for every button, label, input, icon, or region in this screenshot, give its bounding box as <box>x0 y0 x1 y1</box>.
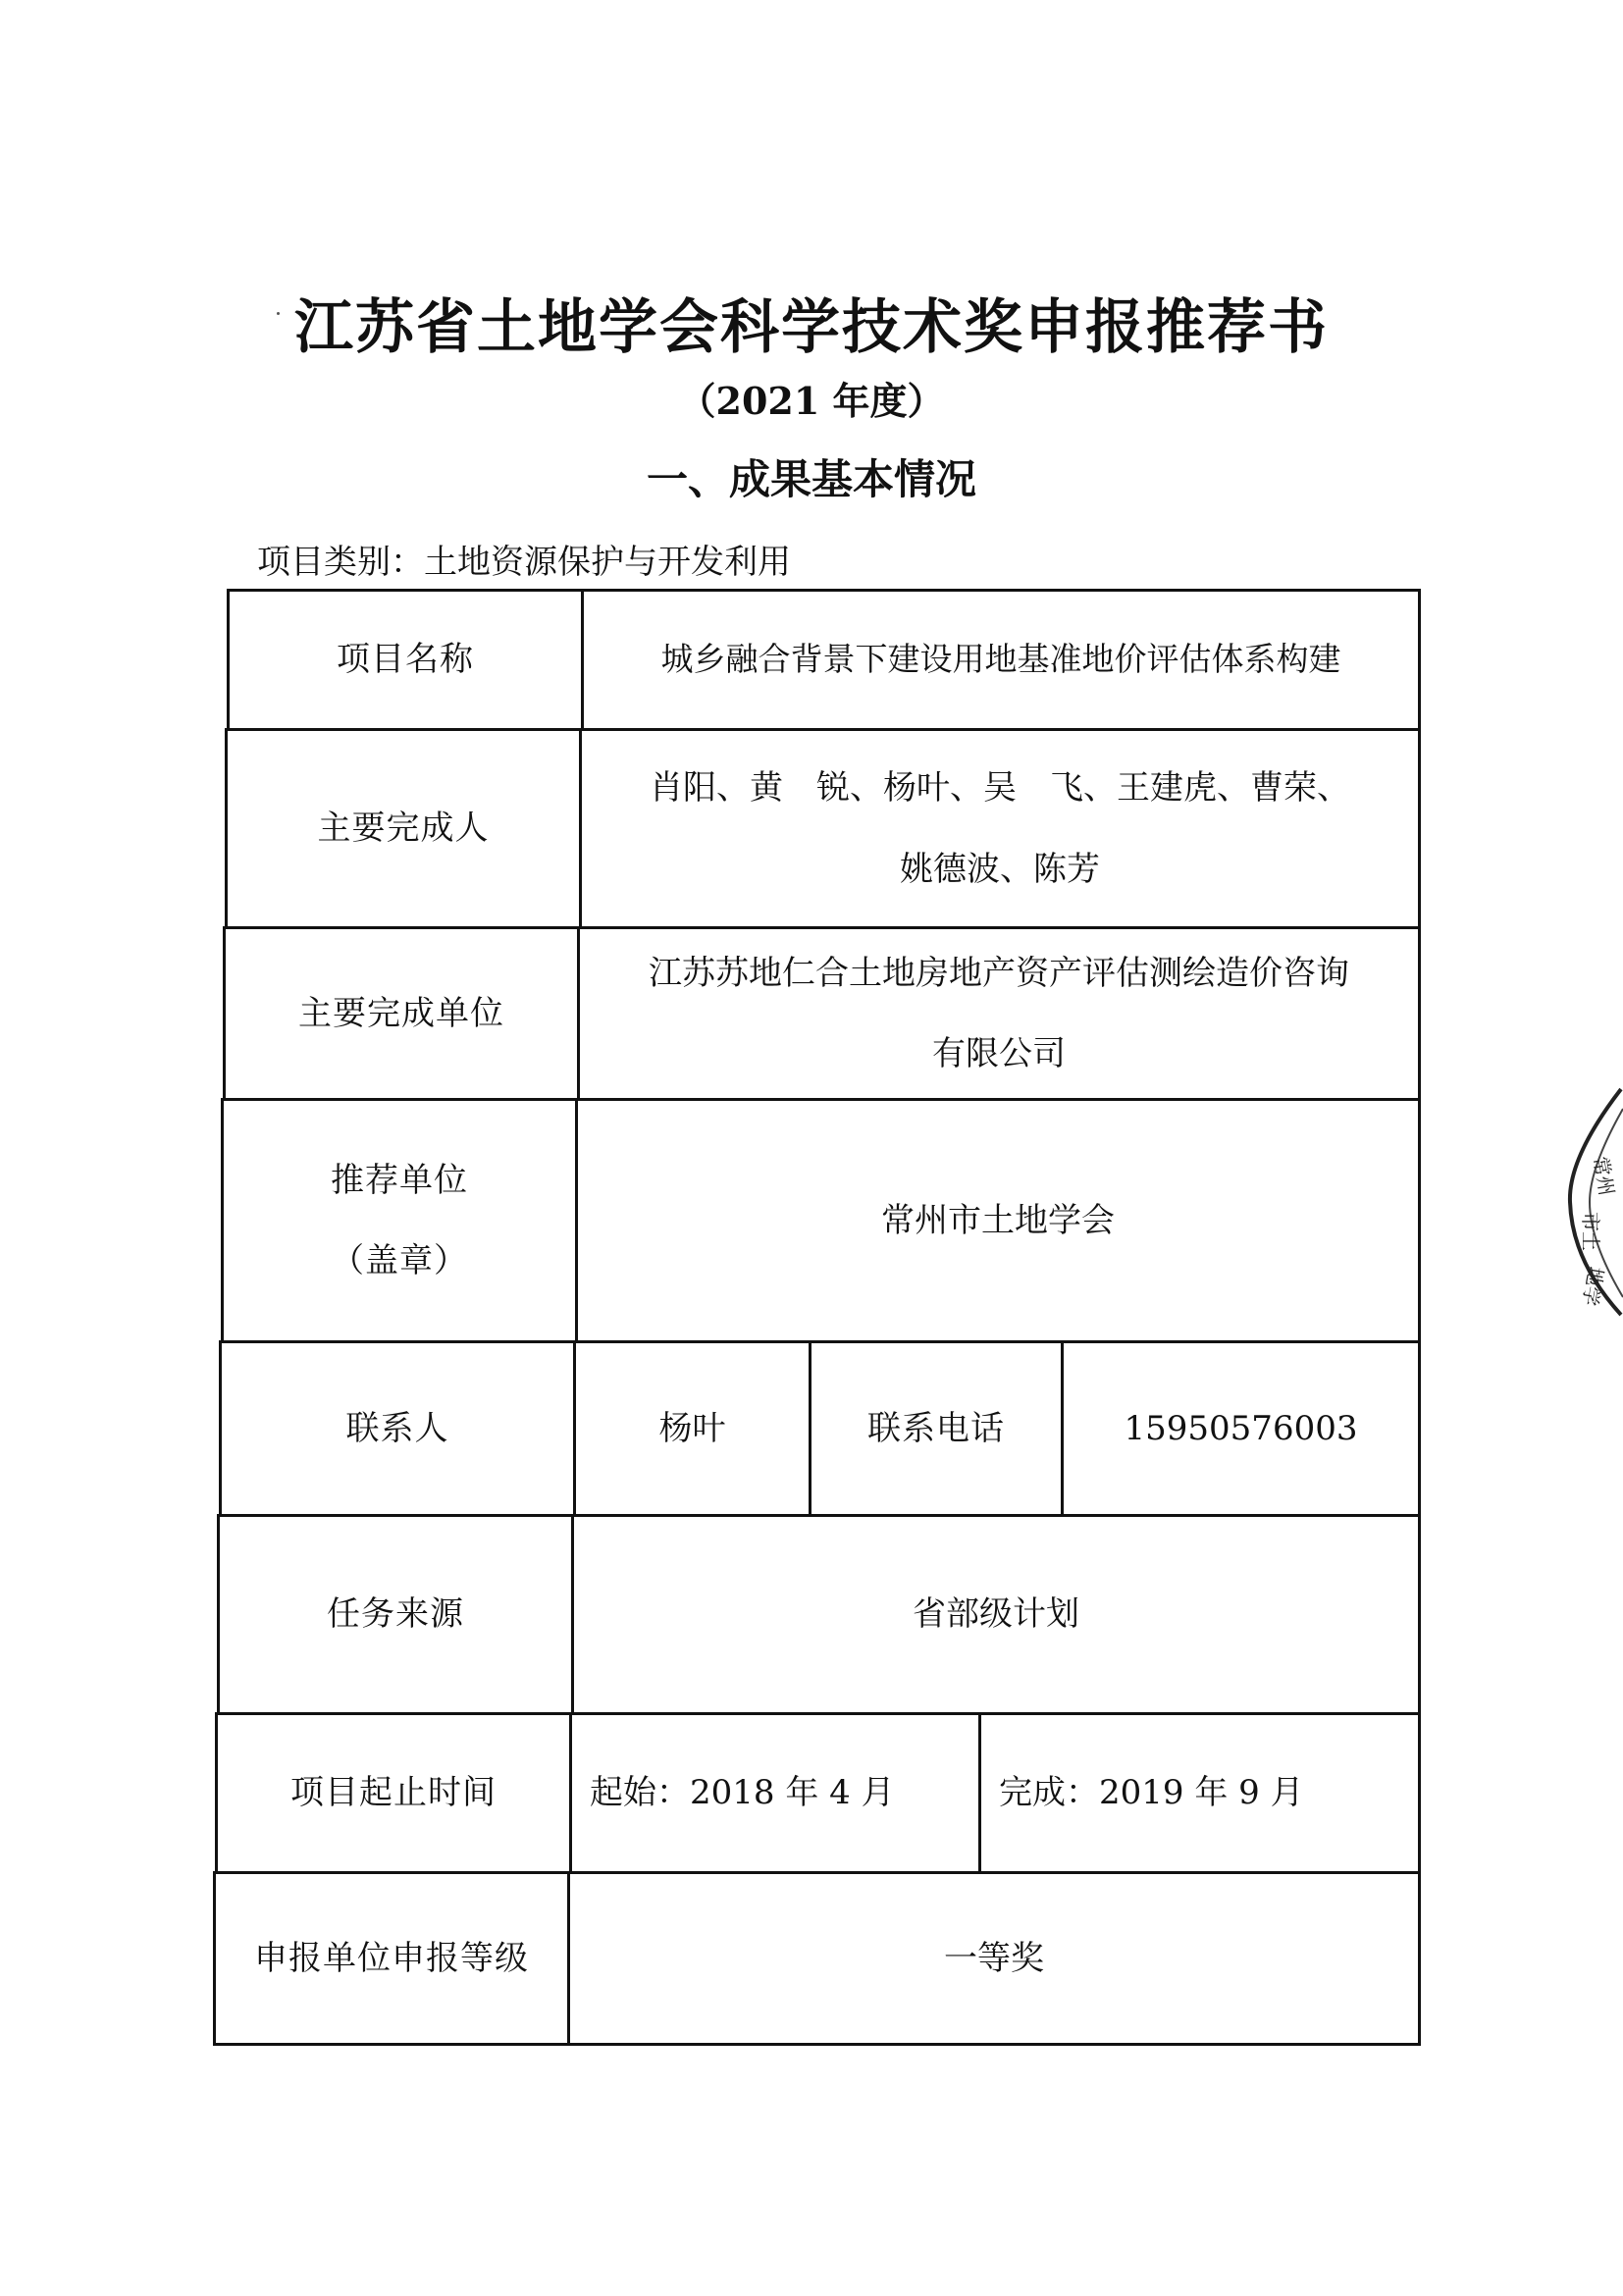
contact-value <box>573 1340 812 1517</box>
project-name-label-text: 项目名称 <box>337 640 474 680</box>
contact-value-text: 杨叶 <box>658 1408 726 1448</box>
document-year: （2021 年度） <box>678 379 945 423</box>
completers-line-1: 肖阳、黄 锐、杨叶、吴 飞、王建虎、曹荣、 <box>650 768 1350 809</box>
phone-label <box>809 1340 1064 1517</box>
units-label-text: 主要完成单位 <box>298 993 504 1033</box>
phone-label-text: 联系电话 <box>867 1408 1005 1448</box>
task-source-value <box>571 1514 1421 1715</box>
completers-label <box>225 728 582 929</box>
project-name-label <box>227 589 584 731</box>
svg-text:常州: 常州 <box>1589 1154 1619 1198</box>
grade-value <box>567 1871 1421 2046</box>
recommender-label-line-1: 推荐单位 <box>331 1160 468 1200</box>
grade-label <box>213 1871 570 2046</box>
svg-text:市土: 市土 <box>1579 1212 1602 1251</box>
document-title: 江苏省土地学会科学技术奖申报推荐书 <box>294 293 1329 362</box>
task-source-label-text: 任务来源 <box>327 1594 464 1635</box>
units-value <box>577 926 1421 1101</box>
completers-label-text: 主要完成人 <box>317 809 490 849</box>
completers-line-2: 姚德波、陈芳 <box>900 849 1100 889</box>
period-label <box>215 1712 572 1874</box>
recommender-label <box>221 1098 578 1343</box>
units-line-2: 有限公司 <box>932 1034 1066 1073</box>
project-category: 项目类别：土地资源保护与开发利用 <box>257 543 791 582</box>
recommender-value-text: 常州市土地学会 <box>881 1200 1115 1240</box>
seal-stamp-icon <box>1560 1079 1623 1325</box>
period-start-text: 起始：2018 年 4 月 <box>590 1773 895 1813</box>
units-line-1: 江苏苏地仁合土地房地产资产评估测绘造价咨询 <box>649 953 1349 993</box>
period-label-text: 项目起止时间 <box>290 1773 497 1813</box>
period-end-text: 完成：2019 年 9 月 <box>999 1773 1304 1813</box>
period-end <box>978 1712 1421 1874</box>
phone-value-text: 15950576003 <box>1124 1408 1358 1448</box>
svg-text:地学: 地学 <box>1578 1265 1608 1308</box>
task-source-value-text: 省部级计划 <box>913 1594 1079 1635</box>
grade-label-text: 申报单位申报等级 <box>254 1938 529 1978</box>
completers-value <box>579 728 1421 929</box>
project-name-value <box>581 589 1421 731</box>
period-start <box>569 1712 981 1874</box>
phone-value <box>1061 1340 1421 1517</box>
contact-label-text: 联系人 <box>345 1408 449 1448</box>
section-heading: 一、成果基本情况 <box>646 455 976 503</box>
task-source-label <box>217 1514 574 1715</box>
project-name-value-text: 城乡融合背景下建设用地基准地价评估体系构建 <box>660 640 1341 679</box>
grade-value-text: 一等奖 <box>944 1938 1044 1978</box>
recommender-label-line-2: （盖章） <box>331 1241 468 1280</box>
contact-label <box>219 1340 576 1517</box>
recommender-value <box>575 1098 1421 1343</box>
units-label <box>223 926 580 1101</box>
